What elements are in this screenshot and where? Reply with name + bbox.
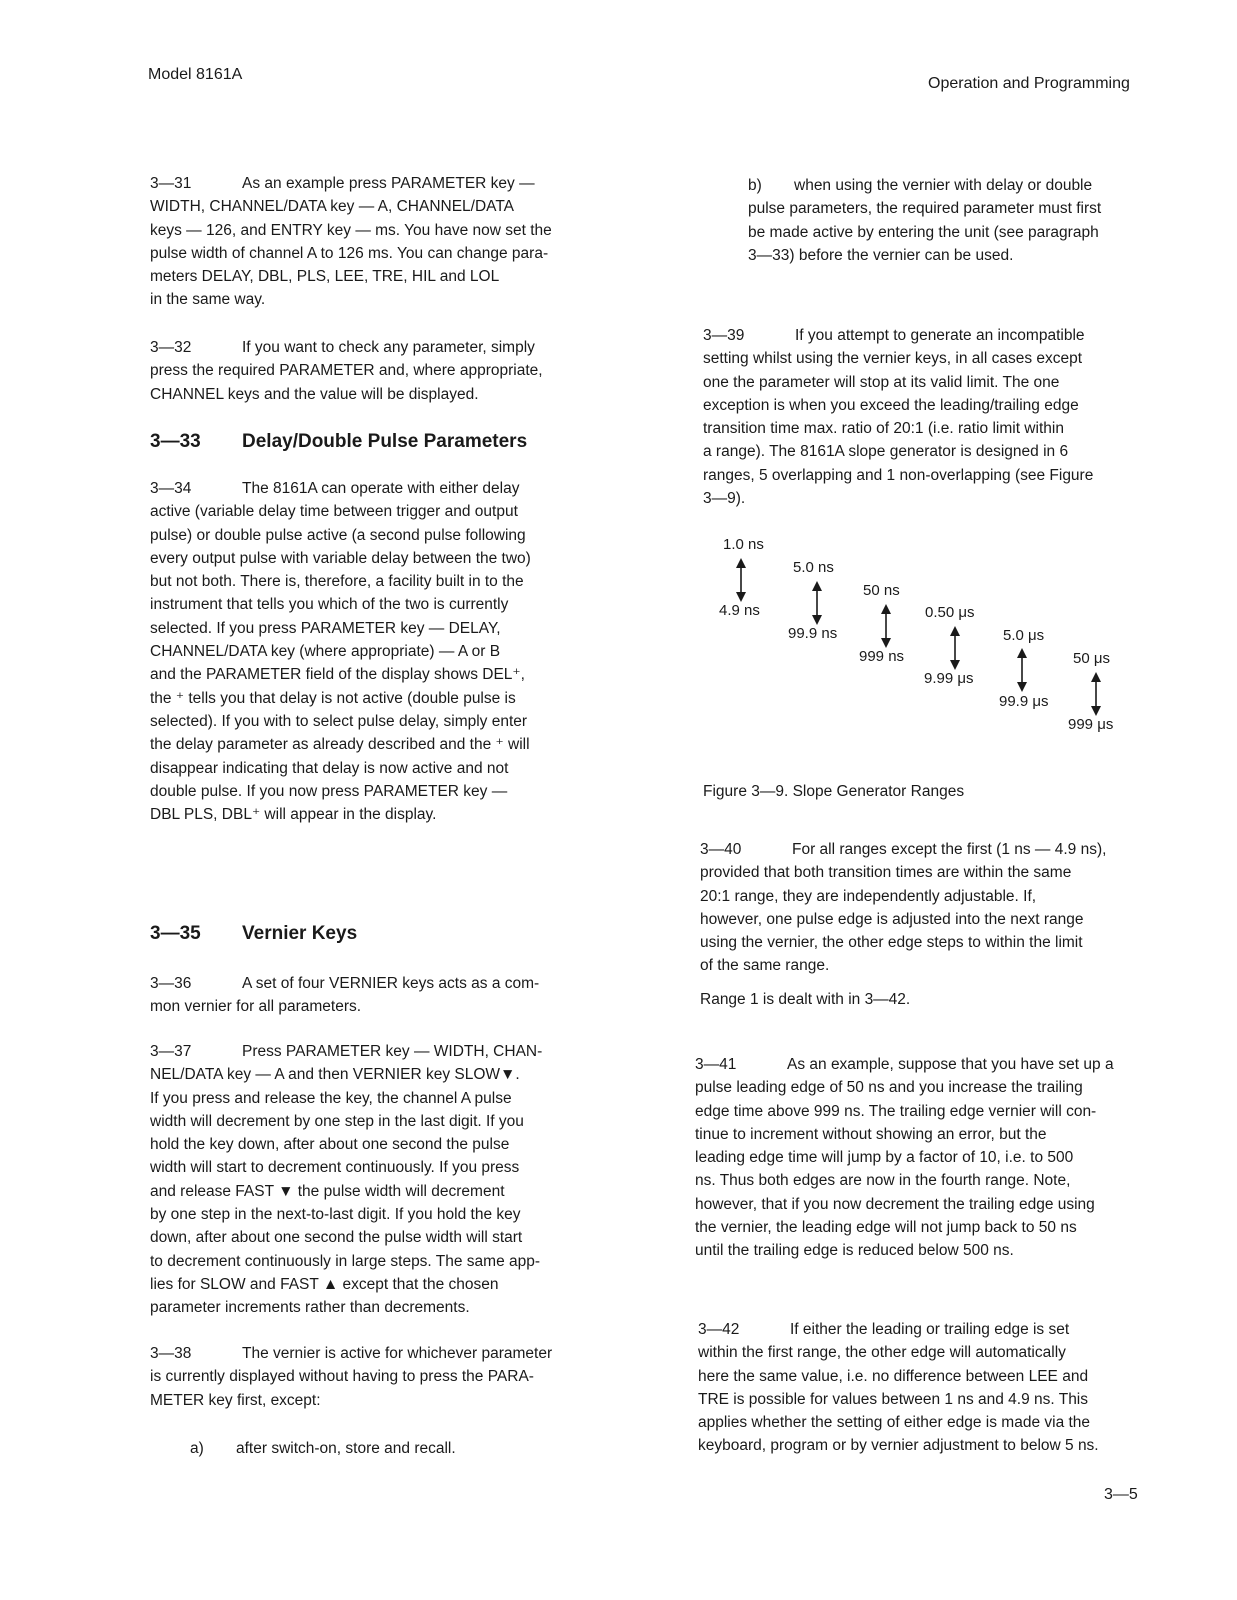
paragraph-line: width will decrement by one step in the last digit. If you (150, 1112, 524, 1130)
paragraph-line: CHANNEL keys and the value will be displayed. (150, 385, 479, 403)
paragraph-line: to decrement continuously in large steps. The same app- (150, 1252, 541, 1270)
range-6-arrow (1090, 672, 1102, 716)
range-3-bottom-label: 999 ns (859, 648, 905, 665)
paragraph-number: 3—34 (150, 480, 192, 497)
paragraph-line: NEL/DATA key — A and then VERNIER key SLOW▼. (150, 1066, 520, 1084)
paragraph-line: within the first range, the other edge will automatically (698, 1344, 1066, 1362)
list-text: pulse parameters, the required parameter must first (748, 200, 1102, 218)
paragraph-line: TRE is possible for values between 1 ns and 4.9 ns. This (698, 1390, 1089, 1408)
list-text: 3—33) before the vernier can be used. (748, 246, 1014, 264)
paragraph-line: selected. If you press PARAMETER key — DELAY, (150, 619, 501, 637)
paragraph-line: one the parameter will stop at its valid limit. The one (703, 373, 1060, 391)
paragraph-line: here the same value, i.e. no difference between LEE and (698, 1367, 1089, 1385)
paragraph-line: and release FAST ▼ the pulse width will decrement (150, 1182, 505, 1200)
paragraph-line: ns. Thus both edges are now in the fourth range. Note, (695, 1172, 1071, 1190)
paragraph-3-37 (150, 1040, 542, 1320)
paragraph-line: is currently displayed without having to press the PARA- (150, 1368, 534, 1386)
paragraph-line: the ⁺ tells you that delay is not active (double pulse is (150, 689, 516, 707)
paragraph-line: CHANNEL/DATA key (where appropriate) — A or B (150, 643, 501, 661)
paragraph-line: mon vernier for all parameters. (150, 998, 362, 1016)
range-6-bottom-label: 999 μs (1068, 716, 1114, 733)
paragraph-line: edge time above 999 ns. The trailing edge vernier will con- (695, 1102, 1097, 1120)
paragraph-line: The 8161A can operate with either delay (242, 480, 520, 497)
paragraph-number: 3—31 (150, 175, 192, 192)
paragraph-line: until the trailing edge is reduced below 500 ns. (695, 1242, 1014, 1260)
heading-number: 3—35 (150, 923, 201, 944)
paragraph-line: meters DELAY, DBL, PLS, LEE, TRE, HIL and LOL (150, 268, 500, 286)
paragraph-line: As an example, suppose that you have set up a (787, 1056, 1114, 1073)
paragraph-3-32 (150, 336, 543, 406)
paragraph-line: pulse width of channel A to 126 ms. You can change para- (150, 244, 549, 262)
paragraph-line: lies for SLOW and FAST ▲ except that the chosen (150, 1275, 499, 1293)
paragraph-line: DBL PLS, DBL⁺ will appear in the display. (150, 806, 437, 824)
paragraph-number: 3—32 (150, 339, 192, 356)
paragraph-line: pulse leading edge of 50 ns and you increase the trailing (695, 1079, 1083, 1097)
list-text: after switch-on, store and recall. (236, 1440, 456, 1457)
paragraph-line: press the required PARAMETER and, where appropriate, (150, 362, 543, 380)
paragraph-line: As an example press PARAMETER key — (242, 175, 535, 192)
paragraph-line: 20:1 range, they are independently adjustable. If, (700, 887, 1037, 905)
paragraph-number: 3—37 (150, 1043, 192, 1060)
range-4-arrow (949, 626, 961, 670)
range-3-top-label: 50 ns (863, 582, 900, 599)
section-heading-3-35 (150, 922, 357, 945)
heading-title: Delay/Double Pulse Parameters (242, 431, 528, 452)
paragraph-line: instrument that tells you which of the two is currently (150, 596, 509, 614)
paragraph-number: 3—40 (700, 841, 742, 858)
paragraph-line: tinue to increment without showing an error, but the (695, 1125, 1047, 1143)
paragraph-number: 3—39 (703, 327, 745, 344)
range-1-bottom-label: 4.9 ns (719, 602, 760, 619)
paragraph-line: of the same range. (700, 957, 830, 975)
paragraph-line: A set of four VERNIER keys acts as a com- (242, 975, 540, 992)
paragraph-line: but not both. There is, therefore, a facility built in to the (150, 573, 524, 591)
range-6-top-label: 50 μs (1073, 650, 1110, 667)
list-item-b (748, 174, 1101, 267)
paragraph-line: pulse) or double pulse active (a second pulse following (150, 526, 526, 544)
paragraph-line: provided that both transition times are within the same (700, 864, 1072, 882)
range-5-bottom-label: 99.9 μs (999, 693, 1049, 710)
header-section: Operation and Programming (928, 75, 1130, 92)
paragraph-number: 3—36 (150, 975, 192, 992)
paragraph-line: METER key first, except: (150, 1391, 321, 1409)
range-2-top-label: 5.0 ns (793, 559, 834, 576)
list-item-a (190, 1437, 456, 1460)
paragraph-line: width will start to decrement continuously. If you press (150, 1159, 520, 1177)
paragraph-line: For all ranges except the first (1 ns — 4.9 ns), (792, 841, 1107, 858)
page-number: 3—5 (1104, 1486, 1138, 1503)
range-2-bottom-label: 99.9 ns (788, 625, 838, 642)
paragraph-line: WIDTH, CHANNEL/DATA key — A, CHANNEL/DATA (150, 198, 515, 216)
paragraph-line: however, one pulse edge is adjusted into the next range (700, 910, 1084, 928)
paragraph-line: If either the leading or trailing edge is set (790, 1321, 1070, 1338)
paragraph-line: ranges, 5 overlapping and 1 non-overlapping (see Figure (703, 466, 1094, 484)
paragraph-number: 3—41 (695, 1056, 737, 1073)
paragraph-line: selected). If you with to select pulse delay, simply enter (150, 712, 528, 730)
paragraph-line: If you press and release the key, the channel A pulse (150, 1089, 512, 1107)
paragraph-3-41 (695, 1053, 1114, 1263)
range-4-bottom-label: 9.99 μs (924, 670, 974, 687)
section-heading-3-33 (150, 430, 527, 453)
range-2-arrow (811, 581, 823, 625)
paragraph-line: keys — 126, and ENTRY key — ms. You have now set the (150, 221, 552, 239)
paragraph-line: every output pulse with variable delay between the two) (150, 549, 531, 567)
paragraph-3-38 (150, 1342, 552, 1412)
figure-caption: Figure 3—9. Slope Generator Ranges (703, 783, 965, 800)
paragraph-line: parameter increments rather than decrements. (150, 1299, 470, 1317)
paragraph-3-31 (150, 172, 552, 312)
range-5-arrow (1016, 648, 1028, 692)
paragraph-line: active (variable delay time between trigger and output (150, 503, 518, 521)
paragraph-note: Range 1 is dealt with in 3—42. (700, 990, 911, 1008)
paragraph-line: applies whether the setting of either edge is made via the (698, 1414, 1091, 1432)
paragraph-line: the vernier, the leading edge will not jump back to 50 ns (695, 1219, 1077, 1237)
paragraph-3-39 (703, 324, 1093, 510)
paragraph-line: keyboard, program or by vernier adjustment to below 5 ns. (698, 1437, 1099, 1455)
range-5-top-label: 5.0 μs (1003, 627, 1045, 644)
paragraph-line: and the PARAMETER field of the display shows DEL⁺, (150, 666, 525, 684)
paragraph-line: If you want to check any parameter, simply (242, 339, 535, 356)
paragraph-3-34 (150, 477, 531, 826)
list-text: when using the vernier with delay or double (794, 177, 1093, 194)
paragraph-line: disappear indicating that delay is now active and not (150, 759, 509, 777)
list-text: be made active by entering the unit (see paragraph (748, 223, 1099, 241)
range-3-arrow (880, 604, 892, 648)
list-label: a) (190, 1440, 204, 1457)
paragraph-line: down, after about one second the pulse width will start (150, 1229, 523, 1247)
range-1-top-label: 1.0 ns (723, 536, 764, 553)
range-4-top-label: 0.50 μs (925, 604, 975, 621)
header-model: Model 8161A (148, 66, 243, 83)
paragraph-line: exception is when you exceed the leading/trailing edge (703, 396, 1079, 414)
paragraph-3-36 (150, 972, 539, 1019)
paragraph-line: the delay parameter as already described and the ⁺ will (150, 736, 530, 754)
paragraph-number: 3—38 (150, 1345, 192, 1362)
paragraph-line: by one step in the next-to-last digit. If you hold the key (150, 1206, 521, 1224)
heading-number: 3—33 (150, 431, 201, 452)
paragraph-line: transition time max. ratio of 20:1 (i.e. ratio limit within (703, 420, 1064, 438)
paragraph-line: 3—9). (703, 490, 746, 508)
slope-ranges-figure (705, 528, 1175, 758)
paragraph-line: however, that if you now decrement the trailing edge using (695, 1195, 1095, 1213)
paragraph-3-42 (698, 1318, 1099, 1458)
paragraph-3-40 (700, 838, 1106, 1011)
list-label: b) (748, 177, 762, 194)
heading-title: Vernier Keys (242, 923, 358, 944)
range-1-arrow (735, 558, 747, 602)
paragraph-line: hold the key down, after about one second the pulse (150, 1136, 510, 1154)
paragraph-line: The vernier is active for whichever parameter (242, 1345, 553, 1362)
paragraph-line: a range). The 8161A slope generator is designed in 6 (703, 443, 1069, 461)
paragraph-line: in the same way. (150, 291, 266, 309)
paragraph-line: double pulse. If you now press PARAMETER key — (150, 782, 508, 800)
paragraph-line: setting whilst using the vernier keys, in all cases except (703, 350, 1083, 368)
paragraph-line: If you attempt to generate an incompatible (795, 327, 1085, 344)
paragraph-line: Press PARAMETER key — WIDTH, CHAN- (242, 1043, 543, 1060)
paragraph-line: using the vernier, the other edge steps to within the limit (700, 934, 1083, 952)
paragraph-line: leading edge time will jump by a factor of 10, i.e. to 500 (695, 1149, 1074, 1167)
paragraph-number: 3—42 (698, 1321, 740, 1338)
